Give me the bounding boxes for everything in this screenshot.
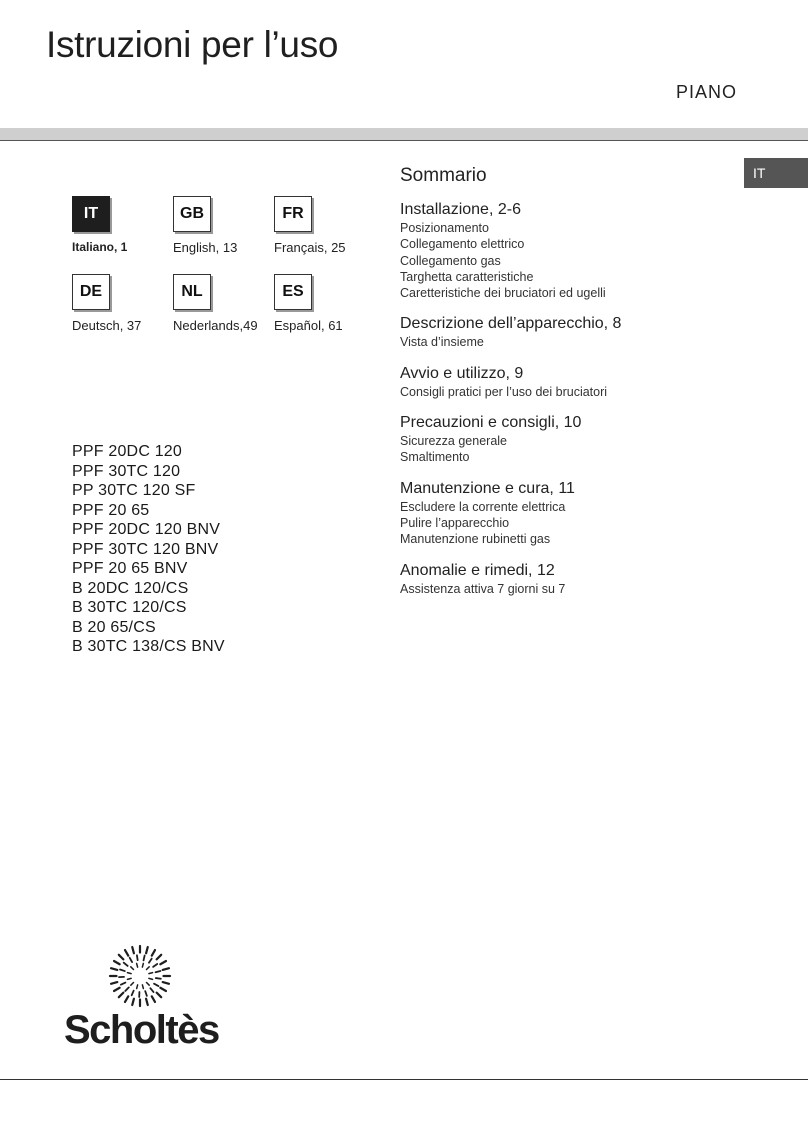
model-item: B 20 65/CS [72,618,156,636]
language-option-es[interactable] [274,274,374,333]
toc-subitem[interactable]: Vista d’insieme [400,335,484,350]
model-item: B 30TC 120/CS [72,599,187,616]
language-page-label: English, 13 [173,240,238,255]
model-item: PPF 20DC 120 BNV [72,521,221,538]
model-item: PP 30TC 120 SF [72,482,196,499]
language-code-box[interactable]: ES [274,274,312,310]
contents-title: Sommario [400,165,487,186]
toc-subitem[interactable]: Collegamento elettrico [400,237,525,252]
language-page-label: Français, 25 [274,240,346,255]
toc-subitem[interactable]: Pulire l’apparecchio [400,515,510,530]
toc-subitem[interactable]: Manutenzione rubinetti gas [400,532,551,547]
sunburst-logo-icon [106,942,174,1010]
toc-heading[interactable]: Installazione, 2-6 [400,201,521,218]
toc-heading[interactable]: Avvio e utilizzo, 9 [400,364,524,382]
language-page-label: Español, 61 [274,318,343,333]
page-title: Istruzioni per l’uso [46,24,339,65]
toc-subitem[interactable]: Caretteristiche dei bruciatori ed ugelli [400,286,606,301]
language-code-box[interactable]: GB [173,196,211,232]
model-list [72,442,225,657]
language-option-de[interactable] [72,274,172,333]
language-page-label: Nederlands,49 [173,318,258,333]
toc-subitem[interactable]: Smaltimento [400,450,470,465]
language-code-box[interactable]: DE [72,274,110,310]
toc-subitem[interactable]: Escludere la corrente elettrica [400,499,566,514]
language-tab: IT [744,158,808,188]
product-type: PIANO [675,82,737,102]
language-page-label: Deutsch, 37 [72,318,142,333]
toc-heading[interactable]: Precauzioni e consigli, 10 [400,414,582,432]
language-page-label: Italiano, 1 [72,240,128,254]
toc-heading[interactable]: Descrizione dell’apparecchio, 8 [400,315,622,333]
model-item: PPF 20 65 BNV [72,560,188,577]
toc-heading[interactable]: Anomalie e rimedi, 12 [400,561,555,579]
language-code-box[interactable]: FR [274,196,312,232]
language-option-fr[interactable] [274,196,374,255]
toc-subitem[interactable]: Posizionamento [400,221,489,235]
toc-subitem[interactable]: Assistenza attiva 7 giorni su 7 [400,581,566,596]
toc-section [400,364,740,400]
toc-subitem[interactable]: Targhetta caratteristiche [400,269,534,284]
toc-subitem[interactable]: Sicurezza generale [400,434,508,449]
language-code-box[interactable]: IT [72,196,110,232]
model-item: B 30TC 138/CS BNV [72,638,225,655]
brand-logo: Scholtès [64,1008,219,1052]
language-option-nl[interactable] [173,274,273,333]
toc-section [400,314,740,350]
model-item: PPF 20 65 [72,501,150,519]
table-of-contents [400,200,740,610]
toc-section [400,413,740,466]
toc-subitem[interactable]: Consigli pratici per l’uso dei bruciatori [400,384,608,399]
language-option-gb[interactable] [173,196,273,255]
language-option-it[interactable] [72,196,172,254]
toc-section [400,561,740,597]
model-item: PPF 30TC 120 BNV [72,540,219,558]
footer-rule [0,1079,808,1080]
header-band [0,128,808,141]
toc-section [400,200,740,301]
toc-heading[interactable]: Manutenzione e cura, 11 [400,479,575,497]
toc-subitem[interactable]: Collegamento gas [400,253,501,268]
model-item: PPF 20DC 120 [72,443,183,460]
model-item: PPF 30TC 120 [72,462,181,480]
model-item: B 20DC 120/CS [72,579,189,597]
toc-section [400,479,740,548]
language-code-box[interactable]: NL [173,274,211,310]
